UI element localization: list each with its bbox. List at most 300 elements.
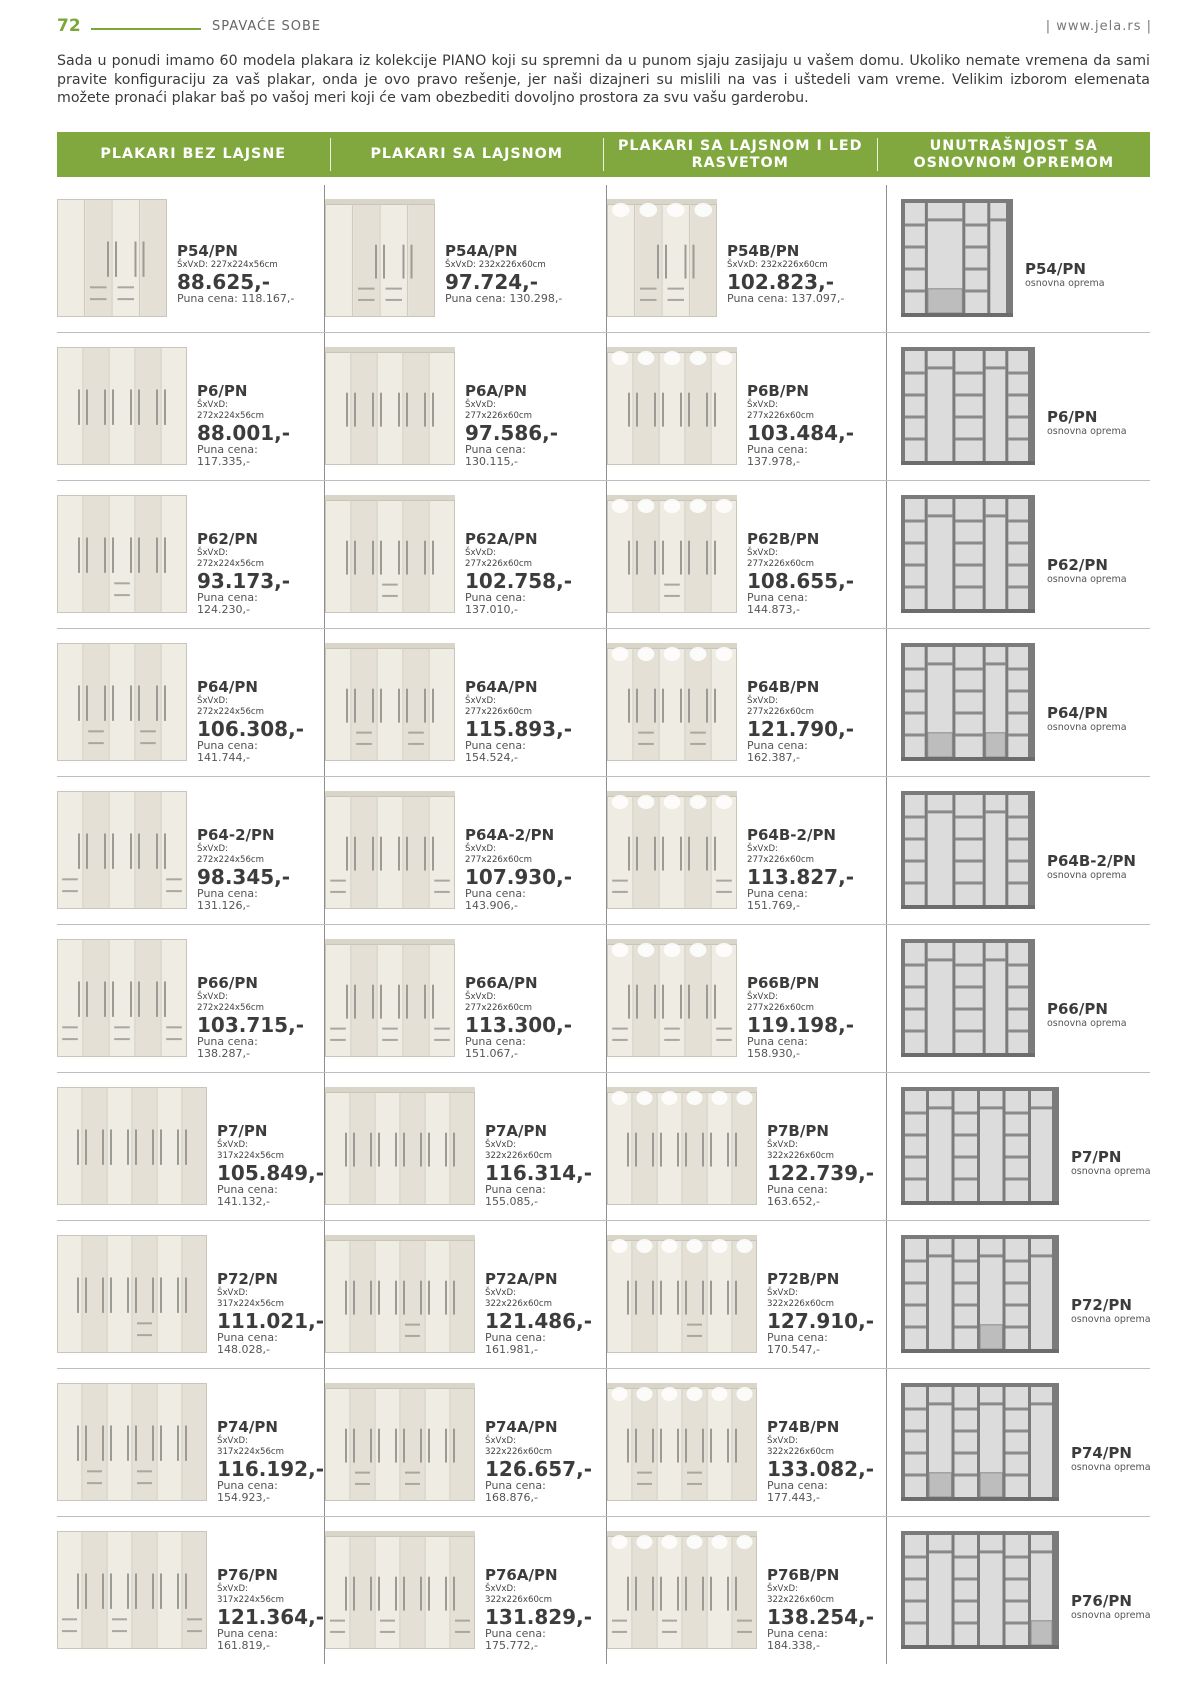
full-price-value: 138.287,- [197,1047,250,1060]
product-code: P54B/PN [727,242,800,260]
door-handle [380,689,382,723]
door-handle [702,1133,704,1167]
cornice-strip [607,1531,757,1536]
dimensions-label: ŠxVxD: [747,548,779,558]
product-card[interactable] [324,925,607,1072]
interior-shelf [905,964,925,967]
drawer-handle [62,1038,78,1040]
drawer-handle [90,298,107,300]
interior-info [1047,409,1127,438]
led-light [638,647,655,661]
door-handle [354,689,356,723]
interior-card[interactable] [886,1517,1151,1664]
wardrobe-drawing [57,347,187,465]
door-handle [107,241,109,276]
wardrobe-drawing [57,643,187,761]
interior-shelf [928,662,953,665]
interior-shelf [905,438,925,441]
dimensions-value: 277x226x60cm [747,1003,815,1013]
drawer-handle [358,288,375,290]
cornice-strip [325,1087,475,1092]
product-row [57,333,1150,481]
door-handle [86,537,88,572]
interior-card[interactable] [886,1369,1151,1516]
product-info [485,1271,592,1356]
door-handle [164,981,166,1016]
door-handle [636,985,638,1019]
door-handle [710,1429,712,1463]
drawer-handle [166,890,182,892]
product-card[interactable] [324,333,607,480]
interior-shelf [905,416,925,419]
cornice-strip [325,347,455,352]
wardrobe-drawing [325,495,455,613]
door-handle [432,393,434,427]
door-handle [345,1577,347,1611]
interior-shelf [1008,586,1028,589]
drawer-handle [166,1038,182,1040]
interior-info [1047,557,1127,586]
drawer-handle [455,1620,470,1622]
interior-shelf [1008,838,1028,841]
interior-shelf [1008,712,1028,715]
interior-shelf [955,986,982,989]
interior-shelf [905,586,925,589]
drawer-handle [166,1026,182,1028]
door-handle [177,1573,179,1608]
interior-shelf [986,662,1006,665]
full-price-value: 117.335,- [197,455,250,468]
product-card[interactable] [57,1221,324,1368]
wardrobe-drawing [607,643,737,761]
interior-drawing [901,495,1035,613]
interior-shelf [1008,986,1028,989]
door-handle [635,1429,637,1463]
wardrobe-drawing [607,199,717,317]
interior-compartment [1006,1387,1029,1497]
product-card[interactable] [324,1073,607,1220]
product-card[interactable] [324,629,607,776]
product-price: 97.586,- [465,421,559,445]
full-price-value: 168.876,- [485,1491,538,1504]
full-price-label: Puna cena: [217,1479,278,1492]
product-info [445,243,562,305]
interior-shelf [905,1112,926,1115]
interior-shelf [1008,690,1028,693]
full-price-label: Puna cena: [767,1479,828,1492]
drawer-handle [114,582,130,584]
door-handle [353,1577,355,1611]
interior-shelf [955,542,982,545]
product-price: 127.910,- [767,1309,874,1333]
website-link[interactable]: | www.jela.rs | [1045,19,1152,34]
product-price: 119.198,- [747,1013,854,1037]
led-light [612,351,629,365]
product-code: P64B/PN [747,678,820,696]
door-handle [345,1281,347,1315]
door-handle [688,393,690,427]
wardrobe-image [57,1383,207,1501]
full-price-label: Puna cena: [767,1627,828,1640]
interior-drawer [928,289,962,313]
door-handle [714,393,716,427]
interior-drawer [986,733,1006,757]
interior-shelf [955,1474,978,1477]
wardrobe-image [325,791,455,909]
product-price: 108.655,- [747,569,854,593]
column-heading-unutrasnjost: UNUTRAŠNJOST SA OSNOVNOM OPREMOM [913,137,1115,171]
wardrobe-image [325,1087,475,1205]
wardrobe-door [608,205,634,316]
door-handle [78,981,80,1016]
interior-shelf [905,290,925,293]
interior-compartment [1008,351,1028,461]
product-code: P76B/PN [767,1566,840,1584]
product-code: P66B/PN [747,974,820,992]
door-handle [86,389,88,424]
door-handle [353,1281,355,1315]
full-price-value: 162.387,- [747,751,800,764]
interior-shelf [905,372,925,375]
door-handle [635,1577,637,1611]
product-price: 113.300,- [465,1013,572,1037]
interior-card[interactable] [886,333,1151,480]
product-card[interactable] [57,185,324,332]
product-card[interactable] [57,629,324,776]
interior-image [901,495,1035,613]
product-card[interactable] [57,777,324,924]
product-code: P66A/PN [465,974,538,992]
door-handle [346,837,348,871]
door-handle [86,981,88,1016]
interior-shelf [929,1550,952,1553]
interior-card[interactable] [886,777,1151,924]
product-code: P62B/PN [747,530,820,548]
product-info [177,243,294,305]
interior-compartment [955,1091,978,1201]
interior-shelf [905,268,925,271]
interior-shelf [965,224,987,227]
full-price-label: Puna cena: [767,1183,828,1196]
interior-shelf [1006,1304,1029,1307]
interior-card[interactable] [886,925,1151,1072]
product-card[interactable] [606,333,887,480]
dimensions-label: ŠxVxD: [485,1140,517,1150]
wardrobe-image [57,199,167,317]
drawer-handle [434,891,450,893]
product-info [217,1123,324,1208]
drawer-handle [187,1618,202,1620]
product-info [197,679,304,764]
interior-shelf [955,564,982,567]
led-light [667,203,685,217]
dimensions-value: 277x226x60cm [465,559,533,569]
drawer-handle [434,1028,450,1030]
led-light [664,795,681,809]
drawer-handle [382,1039,398,1041]
interior-shelf [955,734,982,737]
product-price: 122.739,- [767,1161,874,1185]
product-price: 93.173,- [197,569,291,593]
column-heading-led: PLAKARI SA LAJSNOM I LED RASVETOM [617,137,863,171]
product-card[interactable] [57,481,324,628]
door-handle [156,981,158,1016]
interior-shelf [955,586,982,589]
drawer-handle [638,732,654,734]
drawer-handle [405,1335,420,1337]
drawer-handle [386,299,403,301]
interior-shelf [965,246,987,249]
door-handle [156,685,158,720]
product-price: 138.254,- [767,1605,874,1629]
interior-shelf [986,514,1006,517]
interior-shelf [986,958,1006,961]
door-handle [654,985,656,1019]
full-price-label: Puna cena: [197,739,258,752]
product-row [57,1517,1150,1664]
product-card[interactable] [324,777,607,924]
interior-card[interactable] [886,629,1151,776]
drawer-handle [137,1334,152,1336]
interior-shelf [1008,416,1028,419]
product-code: P64A/PN [465,678,538,696]
drawer-handle [716,880,732,882]
product-price: 133.082,- [767,1457,874,1481]
interior-shelf [955,1430,978,1433]
led-light [662,1239,678,1253]
interior-shelf [905,690,925,693]
dimensions-value: 272x224x56cm [197,707,265,717]
door-handle [380,393,382,427]
door-handle [635,1133,637,1167]
section-title: SPAVAĆE SOBE [212,19,322,34]
product-card[interactable] [57,1073,324,1220]
drawer-handle [356,732,372,734]
door-handle [127,1573,129,1608]
door-handle [735,1429,737,1463]
door-handle [185,1425,187,1460]
interior-image [901,939,1035,1057]
product-card[interactable] [324,1517,607,1664]
product-dimensions: ŠxVxD: 227x224x56cm [177,260,278,270]
interior-image [901,1531,1059,1649]
led-light [612,1091,628,1105]
door-handle [152,1573,154,1608]
interior-card[interactable] [886,1221,1151,1368]
door-handle [424,541,426,575]
full-price-value: 184.338,- [767,1639,820,1652]
product-card[interactable] [57,1369,324,1516]
product-info [217,1419,324,1504]
product-card[interactable] [606,1369,887,1516]
door-handle [706,837,708,871]
wardrobe-drawing [57,1383,207,1501]
door-handle [706,393,708,427]
drawer-handle [187,1630,202,1632]
door-handle [135,241,137,276]
interior-card[interactable] [886,481,1151,628]
drawer-handle [737,1620,752,1622]
door-handle [138,833,140,868]
drawer-handle [687,1324,702,1326]
dimensions-label: ŠxVxD: [767,1140,799,1150]
wardrobe-drawing [325,199,435,317]
dimensions-value: 322x226x60cm [767,1299,835,1309]
door-handle [685,1577,687,1611]
product-info [485,1419,592,1504]
product-card[interactable] [606,925,887,1072]
door-handle [346,541,348,575]
product-info [747,531,854,616]
interior-shelf [905,1430,926,1433]
product-card[interactable] [324,1221,607,1368]
wardrobe-drawing [607,1383,757,1501]
interior-shelf [1006,1622,1029,1625]
wardrobe-image [325,939,455,1057]
interior-drawing [901,347,1035,465]
product-info [197,383,290,468]
product-card[interactable] [57,925,324,1072]
led-light [638,795,655,809]
wardrobe-drawing [325,1383,475,1501]
product-info [197,531,290,616]
product-card[interactable] [324,185,607,332]
wardrobe-image [607,1531,757,1649]
product-card[interactable] [606,185,887,332]
product-card[interactable] [606,1221,887,1368]
full-price-label: Puna cena: [217,1627,278,1640]
interior-shelf [905,1030,925,1033]
interior-equipment: osnovna oprema [1025,278,1105,289]
dimensions-value: 317x224x56cm [217,1595,285,1605]
product-info [767,1567,874,1652]
drawer-handle [640,299,657,301]
product-card[interactable] [324,1369,607,1516]
interior-compartment [955,499,982,609]
dimensions-label: ŠxVxD: [465,548,497,558]
product-code: P66/PN [197,974,258,992]
drawer-handle [62,1630,77,1632]
interior-drawer [929,1473,952,1497]
door-handle [680,985,682,1019]
full-price-value: 148.028,- [217,1343,270,1356]
interior-shelf [905,1178,926,1181]
drawer-handle [690,732,706,734]
door-handle [693,245,695,279]
full-price-value: 177.443,- [767,1491,820,1504]
door-handle [353,1429,355,1463]
door-handle [370,1429,372,1463]
column-heading-sa-lajsnom: PLAKARI SA LAJSNOM [370,146,564,162]
door-handle [398,985,400,1019]
door-handle [677,1281,679,1315]
full-price-value: 131.126,- [197,899,250,912]
drawer-handle [87,1482,102,1484]
led-light [737,1091,753,1105]
interior-shelf [990,218,1006,221]
product-row [57,1073,1150,1221]
interior-shelf [1031,1254,1052,1257]
interior-compartment [955,795,982,905]
interior-equipment: osnovna oprema [1047,870,1127,881]
door-handle [354,541,356,575]
door-handle [152,1277,154,1312]
product-code: P64/PN [197,678,258,696]
product-code: P74B/PN [767,1418,840,1436]
interior-card[interactable] [886,1073,1151,1220]
door-handle [727,1577,729,1611]
door-handle [406,393,408,427]
wardrobe-image [325,199,435,317]
wardrobe-image [325,643,455,761]
door-handle [398,837,400,871]
interior-shelf [1008,668,1028,671]
door-handle [424,985,426,1019]
led-light [637,1387,653,1401]
product-card[interactable] [57,333,324,480]
interior-shelf [965,268,987,271]
led-light [690,351,707,365]
product-card[interactable] [606,1073,887,1220]
full-price-label: Puna cena: [767,1331,828,1344]
interior-code: P72/PN [1071,1296,1132,1314]
cornice-strip [325,1235,475,1240]
dimensions-label: ŠxVxD: [465,400,497,410]
interior-equipment: osnovna oprema [1047,1018,1127,1029]
door-handle [685,1429,687,1463]
interior-shelf [1006,1282,1029,1285]
interior-shelf [955,860,982,863]
product-card[interactable] [606,1517,887,1664]
door-handle [164,389,166,424]
drawer-handle [637,1483,652,1485]
door-handle [185,1277,187,1312]
door-handle [354,393,356,427]
interior-shelf [1006,1430,1029,1433]
interior-image [901,199,1013,317]
wardrobe-door [326,205,352,316]
interior-shelf [955,690,982,693]
door-handle [702,1281,704,1315]
door-handle [104,685,106,720]
door-handle [177,1277,179,1312]
product-card[interactable] [57,1517,324,1664]
door-handle [706,541,708,575]
dimensions-label: ŠxVxD: [485,1584,517,1594]
door-handle [398,393,400,427]
product-code: P72B/PN [767,1270,840,1288]
interior-card[interactable] [886,185,1151,332]
dimensions-value: 317x224x56cm [217,1151,285,1161]
interior-shelf [905,838,925,841]
interior-shelf [955,1030,982,1033]
door-handle [152,1129,154,1164]
interior-compartment [1006,1239,1029,1349]
led-light [716,943,733,957]
wardrobe-drawing [325,643,455,761]
intro-paragraph: Sada u ponudi imamo 60 modela plakara iz kolekcije PIANO koji su spremni da u punom sjaju zasijaju u vašem domu. Ukoliko nemate vremena da sami pravite konfiguraciju za vaš plakar, onda je ovo pravo rešenje, jer naši dizajneri su mislili na vas i uštedeli vam vreme. Velikim izborom elemenata možete pronaći plakar baš po vašoj meri koji će vam obezbediti dovoljno prostora za svu vašu garderobu. [57,53,1150,106]
drawer-handle [137,1470,152,1472]
product-card[interactable] [606,481,887,628]
door-handle [654,393,656,427]
interior-shelf [1008,860,1028,863]
interior-compartment [955,1387,978,1497]
door-handle [112,833,114,868]
interior-compartment [1008,647,1028,757]
product-card[interactable] [606,629,887,776]
product-card[interactable] [606,777,887,924]
product-card[interactable] [324,481,607,628]
